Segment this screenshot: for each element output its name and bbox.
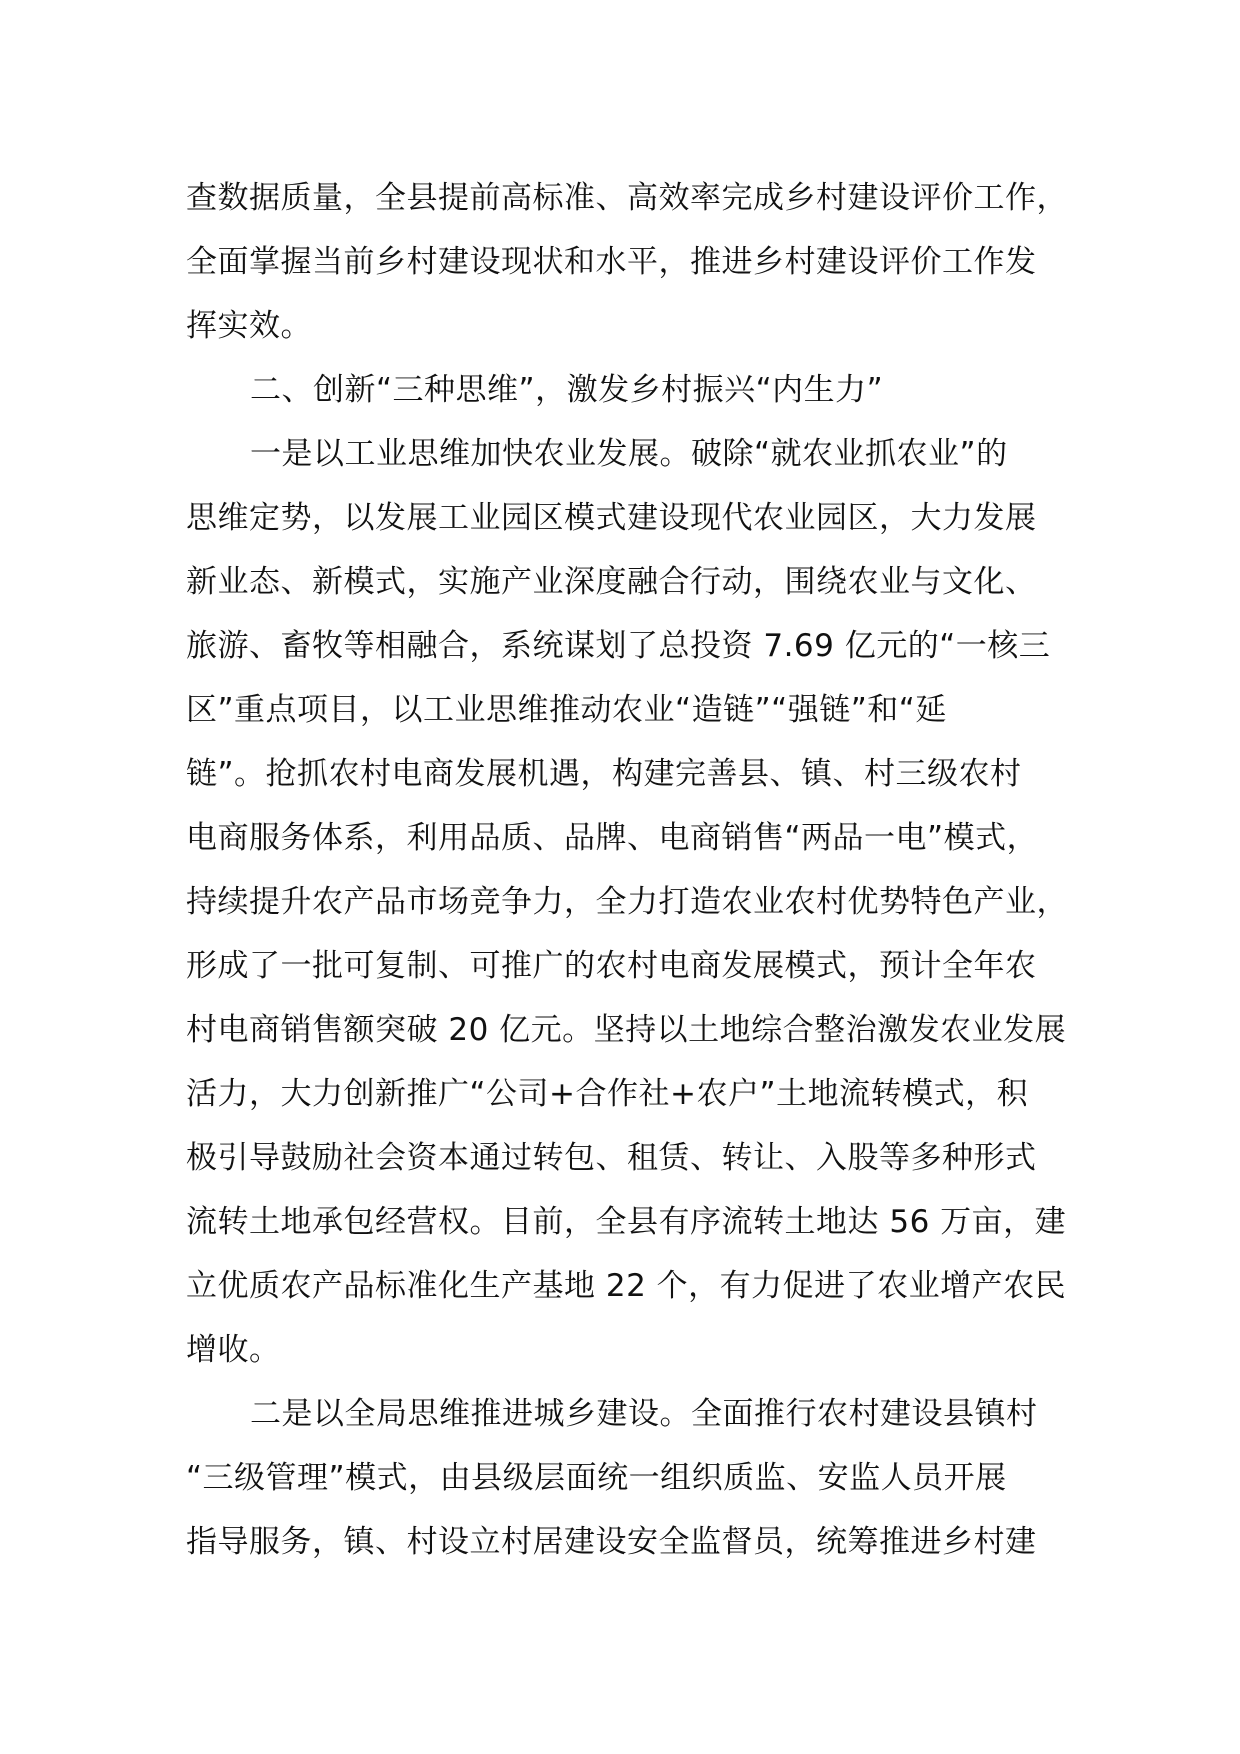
paragraph-line: 形成了一批可复制、可推广的农村电商发展模式，预计全年农 — [186, 948, 1037, 984]
paragraph-line: 增收。 — [186, 1332, 281, 1368]
paragraph-line: 全面掌握当前乡村建设现状和水平，推进乡村建设评价工作发 — [186, 244, 1037, 280]
paragraph-line: 二是以全局思维推进城乡建设。全面推行农村建设县镇村 — [250, 1396, 1038, 1432]
paragraph-line: 村电商销售额突破 20 亿元。坚持以土地综合整治激发农业发展 — [186, 1012, 1067, 1048]
document-body — [186, 166, 1068, 1574]
paragraph-line: 活力，大力创新推广“公司+合作社+农户”土地流转模式，积 — [186, 1076, 1029, 1112]
paragraph-line: 旅游、畜牧等相融合，系统谋划了总投资 7.69 亿元的“一核三 — [186, 628, 1051, 664]
paragraph-line: 指导服务，镇、村设立村居建设安全监督员，统筹推进乡村建 — [186, 1524, 1037, 1560]
paragraph-line: 电商服务体系，利用品质、品牌、电商销售“两品一电”模式， — [186, 820, 1039, 856]
paragraph-line: 挥实效。 — [186, 308, 312, 344]
paragraph-line: 极引导鼓励社会资本通过转包、租赁、转让、入股等多种形式 — [186, 1140, 1037, 1176]
paragraph-line: 区”重点项目，以工业思维推动农业“造链”“强链”和“延 — [186, 692, 947, 728]
paragraph-line: 思维定势，以发展工业园区模式建设现代农业园区，大力发展 — [186, 500, 1037, 536]
paragraph-line: 立优质农产品标准化生产基地 22 个，有力促进了农业增产农民 — [186, 1268, 1067, 1304]
paragraph-line: 流转土地承包经营权。目前，全县有序流转土地达 56 万亩，建 — [186, 1204, 1067, 1240]
paragraph-line: 查数据质量，全县提前高标准、高效率完成乡村建设评价工作， — [186, 180, 1068, 216]
paragraph-line: 一是以工业思维加快农业发展。破除“就农业抓农业”的 — [250, 436, 1008, 472]
paragraph-line: “三级管理”模式，由县级层面统一组织质监、安监人员开展 — [186, 1460, 1007, 1496]
paragraph-line: 链”。抢抓农村电商发展机遇，构建完善县、镇、村三级农村 — [186, 756, 1022, 792]
section-heading: 二、创新“三种思维”，激发乡村振兴“内生力” — [250, 372, 884, 408]
paragraph-line: 新业态、新模式，实施产业深度融合行动，围绕农业与文化、 — [186, 564, 1037, 600]
paragraph-line: 持续提升农产品市场竞争力，全力打造农业农村优势特色产业， — [186, 884, 1068, 920]
